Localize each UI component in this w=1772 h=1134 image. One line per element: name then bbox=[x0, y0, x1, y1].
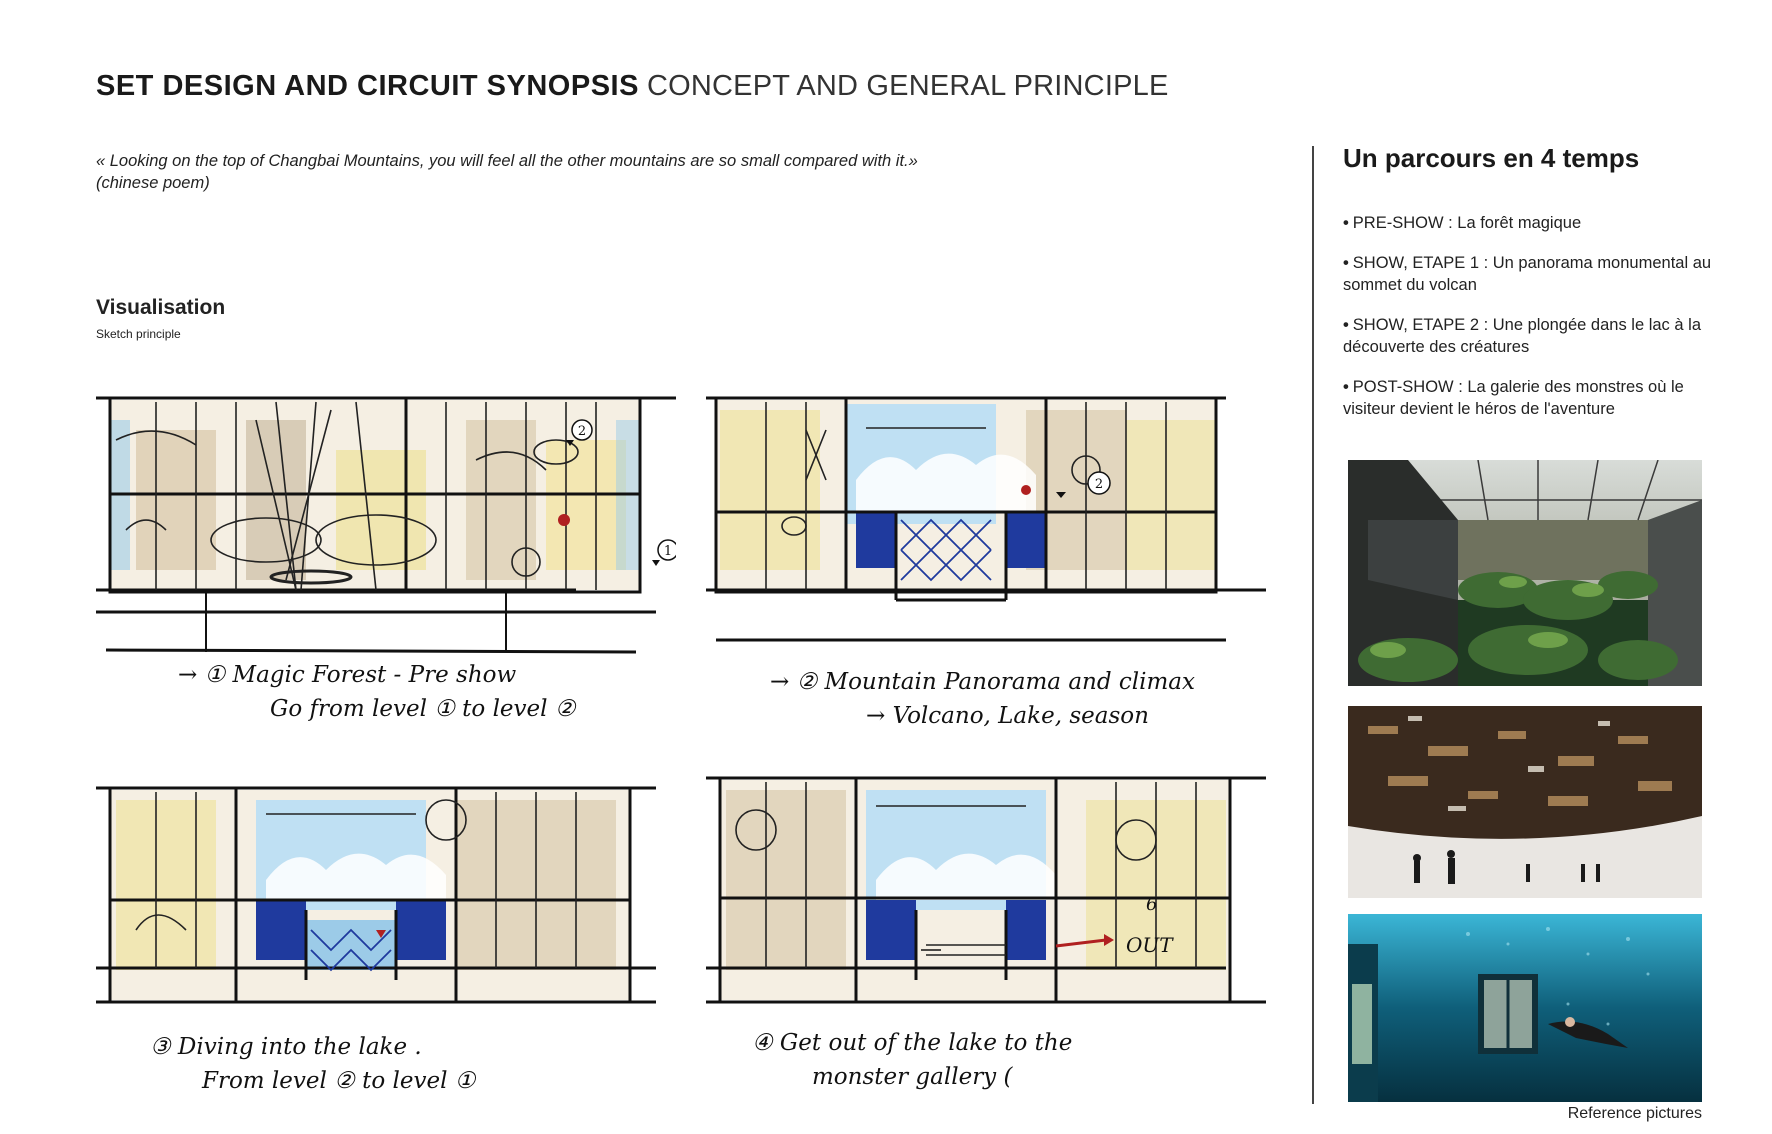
level-marker-6: 6 bbox=[1146, 894, 1158, 915]
reference-image-ceiling bbox=[1348, 706, 1702, 898]
quote-source: (chinese poem) bbox=[96, 174, 210, 192]
page-title bbox=[96, 66, 1169, 106]
page-title-main: SET DESIGN AND CIRCUIT SYNOPSIS bbox=[96, 70, 639, 102]
sketch-caption-4 bbox=[752, 1026, 1072, 1094]
caption-line: Go from level ① to level ② bbox=[270, 696, 576, 722]
reference-image-atrium bbox=[1348, 460, 1702, 686]
caption-line: ④ Get out of the lake to the bbox=[752, 1030, 1073, 1056]
caption-line: → ② Mountain Panorama and climax bbox=[770, 669, 1195, 695]
list-item bbox=[1343, 252, 1715, 296]
list-item-label: PRE-SHOW : La forêt magique bbox=[1352, 214, 1582, 232]
sketch-mountain-panorama bbox=[706, 390, 1286, 660]
bullet-icon: • bbox=[1343, 254, 1349, 272]
bullet-icon: • bbox=[1343, 316, 1349, 334]
section-title: Visualisation bbox=[96, 296, 226, 319]
list-item-label: POST-SHOW : La galerie des monstres où le visiteur devient le héros de l'aventure bbox=[1343, 378, 1684, 418]
reference-caption: Reference pictures bbox=[1567, 1105, 1702, 1122]
sketch-drawing bbox=[706, 770, 1286, 1030]
sketch-caption-3 bbox=[150, 1030, 475, 1098]
sketch-drawing bbox=[96, 780, 676, 1030]
list-item bbox=[1343, 376, 1715, 420]
level-marker-1: 1 bbox=[663, 544, 673, 559]
journey-list bbox=[1343, 212, 1715, 438]
list-item bbox=[1343, 314, 1715, 358]
list-item-label: SHOW, ETAPE 2 : Une plongée dans le lac à la découverte des créatures bbox=[1343, 316, 1701, 356]
list-item bbox=[1343, 212, 1715, 234]
bullet-icon: • bbox=[1343, 214, 1349, 232]
poem-quote bbox=[96, 150, 918, 194]
sketch-caption-1 bbox=[178, 658, 575, 726]
list-item-label: SHOW, ETAPE 1 : Un panorama monumental au sommet du volcan bbox=[1343, 254, 1712, 294]
sketch-diving-lake bbox=[96, 780, 676, 1030]
quote-text: « Looking on the top of Changbai Mountains, you will feel all the other mountains are so small compared with it.» bbox=[96, 152, 918, 170]
caption-line: → ① Magic Forest - Pre show bbox=[178, 662, 517, 688]
caption-line: → Volcano, Lake, season bbox=[866, 703, 1149, 729]
caption-line: From level ② to level ① bbox=[202, 1068, 476, 1094]
caption-line: ③ Diving into the lake . bbox=[150, 1034, 422, 1060]
page-title-sub: CONCEPT AND GENERAL PRINCIPLE bbox=[647, 70, 1169, 102]
sidebar-title: Un parcours en 4 temps bbox=[1343, 143, 1640, 173]
sketch-drawing bbox=[706, 390, 1286, 660]
caption-line: monster gallery ( bbox=[812, 1064, 1013, 1090]
sketch-magic-forest bbox=[96, 390, 676, 660]
level-marker-2: 2 bbox=[1094, 477, 1104, 492]
column-divider bbox=[1312, 146, 1314, 1104]
sketch-caption-2 bbox=[770, 665, 1195, 733]
level-marker-2: 2 bbox=[577, 424, 587, 439]
section-subtitle: Sketch principle bbox=[96, 327, 181, 341]
reference-image-underwater bbox=[1348, 914, 1702, 1102]
sketch-drawing bbox=[96, 390, 676, 660]
sketch-monster-gallery bbox=[706, 770, 1286, 1030]
bullet-icon: • bbox=[1343, 378, 1349, 396]
out-marker: OUT bbox=[1126, 933, 1173, 957]
